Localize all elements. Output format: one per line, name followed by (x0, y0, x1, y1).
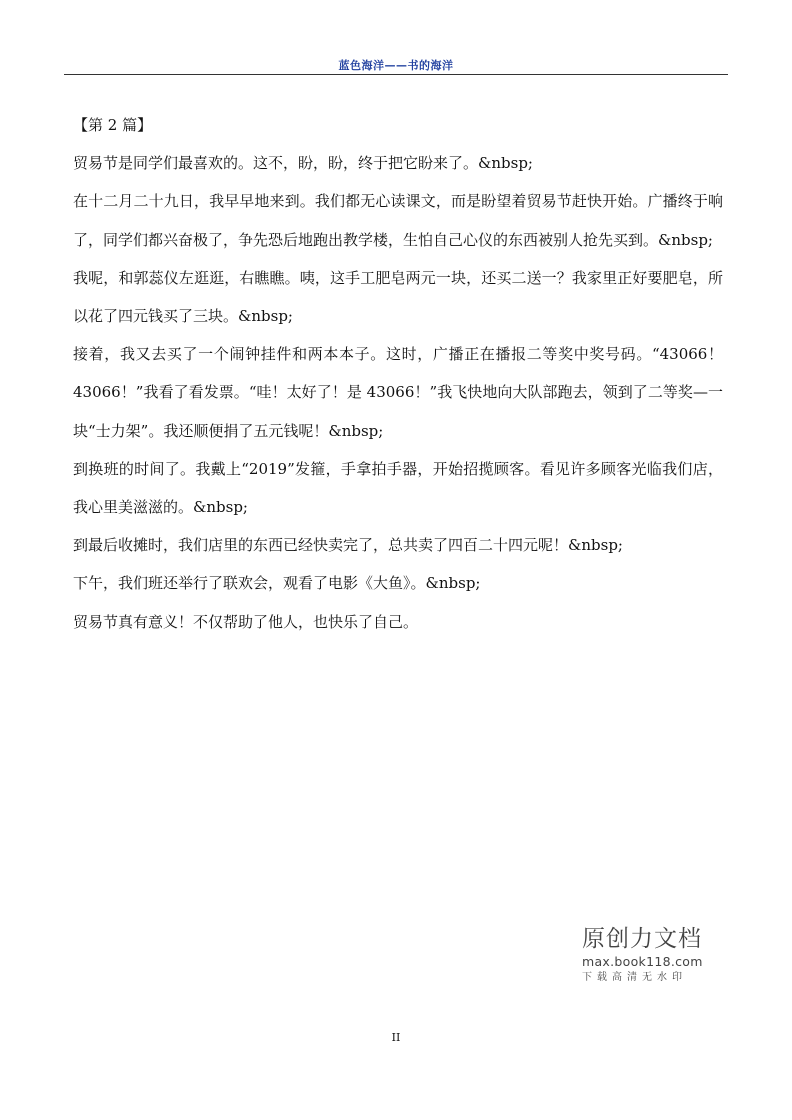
watermark-caption: 下载高清无水印 (582, 972, 687, 983)
paragraph: 贸易节真有意义！不仅帮助了他人，也快乐了自己。 (73, 612, 419, 631)
paragraph: 在十二月二十九日，我早早地来到。我们都无心读课文，而是盼望着贸易节赶快开始。广播终于响了，同学们都兴奋极了，争先恐后地跑出教学楼，生怕自己心仪的东西被别人抢先买到。&nbsp; (73, 192, 723, 249)
section-label: 【第 2 篇】 (73, 116, 153, 134)
header-divider (64, 74, 728, 75)
paragraph: 接着，我又去买了一个闹钟挂件和两本本子。这时，广播正在播报二等奖中奖号码。“43066！43066！”我看了看发票。“哇！太好了！是 43066！”我飞快地向大队部跑去，领到了二等奖—一块“士力架”。我还顺便捐了五元钱呢！&nbsp; (73, 345, 723, 440)
paragraph: 下午，我们班还举行了联欢会，观看了电影《大鱼》。&nbsp; (73, 574, 481, 593)
page-header-title: 蓝色海洋——书的海洋 (338, 59, 454, 72)
watermark-url: max.book118.com (582, 954, 703, 969)
paragraph: 贸易节是同学们最喜欢的。这不，盼，盼，终于把它盼来了。&nbsp; (73, 154, 533, 173)
paragraph: 我呢，和郭蕊仪左逛逛，右瞧瞧。咦，这手工肥皂两元一块，还买二送一？我家里正好要肥皂，所以花了四元钱买了三块。&nbsp; (73, 268, 723, 326)
paragraph: 到换班的时间了。我戴上“2019”发箍，手拿拍手器，开始招揽顾客。看见许多顾客光临我们店，我心里美滋滋的。&nbsp; (73, 459, 723, 517)
page-number: II (391, 1031, 401, 1044)
watermark (582, 924, 712, 985)
article-body (73, 106, 723, 641)
paragraph: 到最后收摊时，我们店里的东西已经快卖完了，总共卖了四百二十四元呢！&nbsp; (73, 536, 623, 555)
watermark-title: 原创力文档 (582, 926, 702, 952)
